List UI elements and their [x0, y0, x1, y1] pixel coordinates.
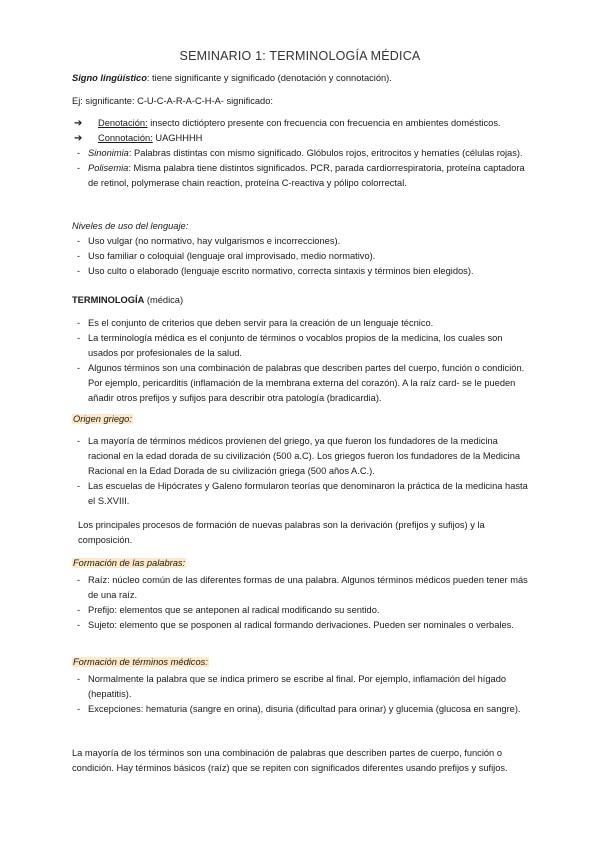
list-item: - Uso familiar o coloquial (lenguaje oral improvisado, medio normativo). — [72, 249, 530, 264]
arrow-right-icon: ➔ — [74, 133, 83, 144]
arrow-item-connotacion — [72, 131, 530, 146]
list-item: - La mayoría de términos médicos provienen del griego, ya que fueron los fundadores de la medicina racional en la edad dorada de su civilización (500 a.C). Los griegos fueron los fundadores de la Medicina Racional en la Edad Dorada de su civilización griega (500 años A.C.). — [72, 434, 530, 479]
formacion-palabras-list — [72, 573, 530, 633]
terminologia-heading-rest: (médica) — [144, 295, 184, 305]
list-item: - Prefijo: elementos que se anteponen al radical modificando su sentido. — [72, 603, 530, 618]
list-item: - Uso culto o elaborado (lenguaje escrito normativo, correcta sintaxis y términos bien elegidos). — [72, 264, 530, 279]
list-item — [72, 161, 530, 191]
arrow-right-icon: ➔ — [74, 118, 83, 129]
list-item: - Normalmente la palabra que se indica primero se escribe al final. Por ejemplo, inflamación del hígado (hepatitis). — [72, 672, 530, 702]
example-line — [72, 94, 530, 109]
formacion-palabras-section — [72, 556, 530, 633]
derivacion-text: Los principales procesos de formación de nuevas palabras son la derivación (prefijos y sufijos) y la composición. — [78, 520, 485, 545]
polisemia-label: Polisemia — [88, 163, 129, 173]
terminologia-heading — [72, 293, 530, 308]
polisemia-text: : Misma palabra tiene distintos significados. PCR, parada cardiorrespiratoria, proteína captadora de retinol, polymerase chain reaction, proteína C-reactiva y pólipo colorrectal. — [88, 163, 525, 188]
denotacion-label: Denotación: — [98, 118, 148, 128]
origen-heading: Origen griego: — [73, 414, 132, 424]
closing-text: La mayoría de los términos son una combinación de palabras que describen partes de cuerpo, función o condición. Hay términos básicos (raíz) que se repiten con significados diferentes usando prefijos y sufijos. — [72, 748, 508, 773]
denotacion-text: insecto dictióptero presente con frecuencia con frecuencia en ambientes domésticos. — [147, 118, 501, 128]
niveles-list — [72, 234, 530, 279]
sinonimia-polisemia-list — [72, 146, 530, 191]
origen-paragraph — [72, 518, 530, 548]
formacion-terminos-heading: Formación de términos médicos: — [73, 657, 208, 667]
list-item — [72, 146, 530, 161]
list-item: - Raíz: núcleo común de las diferentes formas de una palabra. Algunos términos médicos pueden tener más de una raíz. — [72, 573, 530, 603]
list-item: - Uso vulgar (no normativo, hay vulgarismos e incorrecciones). — [72, 234, 530, 249]
list-item: - Las escuelas de Hipócrates y Galeno formularon teorías que denominaron la práctica de la medicina hasta el S.XVIII. — [72, 479, 530, 509]
connotacion-text: UAGHHHH — [152, 133, 203, 143]
list-item: - Sujeto: elemento que se posponen al radical formando derivaciones. Pueden ser nominales o verbales. — [72, 618, 530, 633]
list-item: - Algunos términos son una combinación de palabras que describen partes del cuerpo, función o condición. Por ejemplo, pericarditis (inflamación de la membrana externa del corazón). A la raíz card- se le pueden añadir otros prefijos y sufijos para describir otra patología (bradicardia). — [72, 361, 530, 406]
arrow-item-denotacion — [72, 116, 530, 131]
signo-label: Signo lingüístico — [72, 73, 147, 83]
niveles-heading: Niveles de uso del lenguaje: — [72, 221, 189, 231]
signo-text: : tiene significante y significado (denotación y connotación). — [146, 73, 392, 83]
origen-list — [72, 434, 530, 509]
niveles-section — [72, 219, 530, 279]
connotation-list — [72, 116, 530, 146]
sinonimia-label: Sinonimia — [88, 148, 129, 158]
signo-paragraph — [72, 71, 530, 86]
formacion-palabras-heading: Formación de las palabras: — [73, 558, 186, 568]
list-item: - Excepciones: hematuria (sangre en orina), disuria (dificultad para orinar) y glucemia (glucosa en sangre). — [72, 702, 530, 717]
terminologia-heading-bold: TERMINOLOGÍA — [72, 295, 145, 305]
formacion-terminos-section — [72, 655, 530, 717]
example-text: Ej: significante: C-U-C-A-R-A-C-H-A- significado: — [72, 96, 273, 106]
page-title: SEMINARIO 1: TERMINOLOGÍA MÉDICA — [179, 49, 421, 63]
list-item: - Es el conjunto de criterios que deben servir para la creación de un lenguaje técnico. — [72, 316, 530, 331]
origen-heading-block — [72, 412, 530, 427]
closing-paragraph — [72, 746, 530, 776]
sinonimia-text: : Palabras distintas con mismo significado. Glóbulos rojos, eritrocitos y hematíes (células rojas). — [128, 148, 523, 158]
formacion-terminos-list — [72, 672, 530, 717]
connotacion-label: Connotación: — [98, 133, 153, 143]
terminologia-list — [72, 316, 530, 406]
list-item: - La terminología médica es el conjunto de términos o vocablos propios de la medicina, los cuales son usados por profesionales de la salud. — [72, 331, 530, 361]
